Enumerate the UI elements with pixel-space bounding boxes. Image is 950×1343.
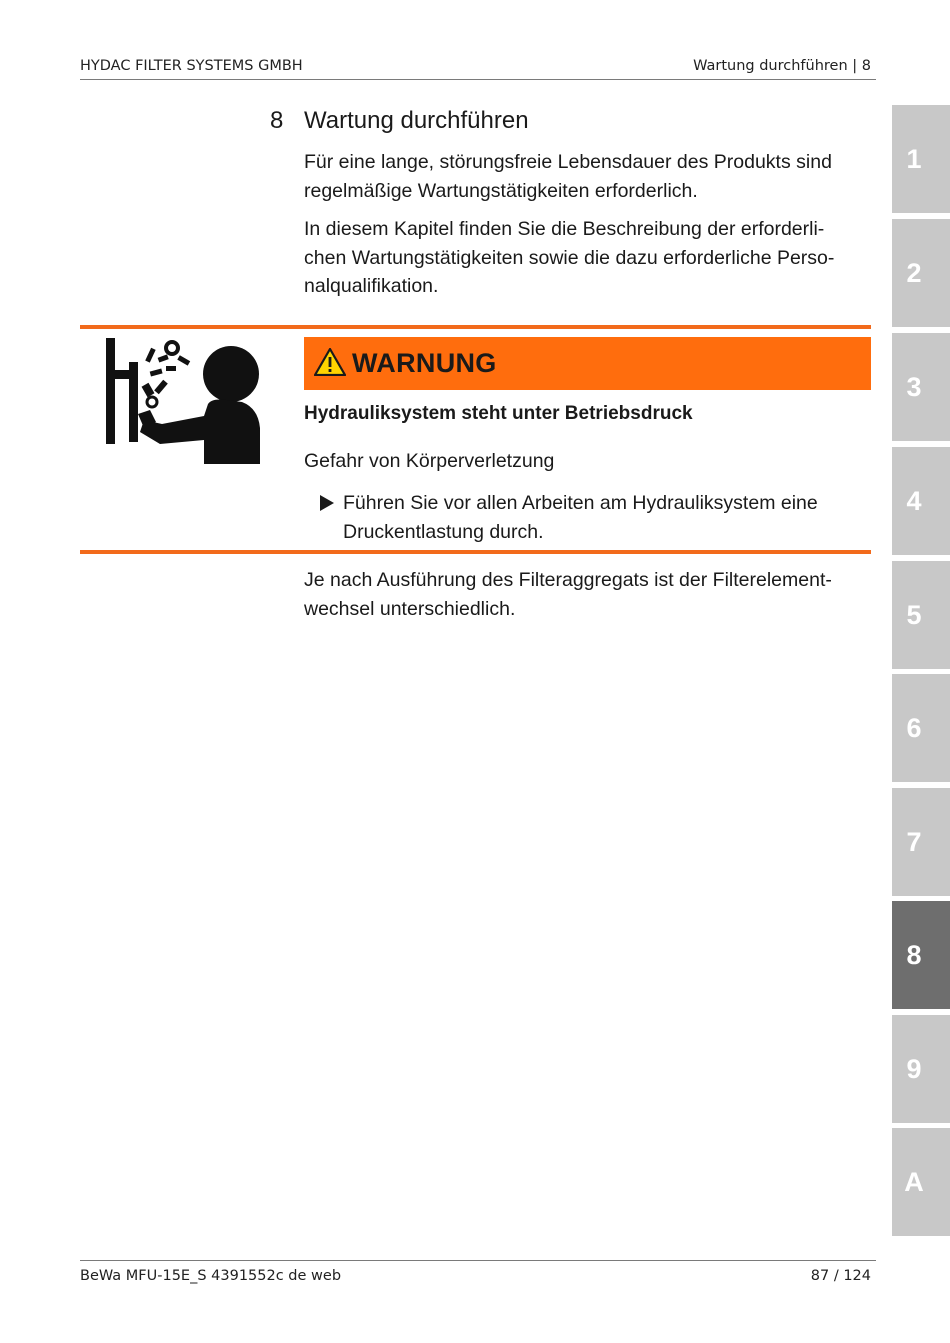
warning-bottom-rule <box>80 550 871 554</box>
intro-paragraph-1 <box>304 148 864 205</box>
chapter-tab-9[interactable]: 9 <box>892 1015 950 1123</box>
header-company: HYDAC FILTER SYSTEMS GMBH <box>80 58 303 74</box>
page-header <box>80 57 876 80</box>
chapter-tab-2[interactable]: 2 <box>892 219 950 327</box>
text-line: chen Wartungstätigkeiten sowie die dazu erforderliche Perso- <box>304 246 835 269</box>
chapter-tab-3[interactable]: 3 <box>892 333 950 441</box>
text-line: nalqualifikation. <box>304 275 439 297</box>
warning-consequence: Gefahr von Körperverletzung <box>304 450 555 472</box>
warning-triangle-icon <box>314 348 346 376</box>
text-line: In diesem Kapitel finden Sie die Beschreibung der erforderli- <box>304 218 825 240</box>
warning-hazard-title: Hydrauliksystem steht unter Betriebsdruck <box>304 403 693 424</box>
text-line: Führen Sie vor allen Arbeiten am Hydrauliksystem eine <box>343 492 818 514</box>
footer-document: BeWa MFU-15E_S 4391552c de web <box>80 1268 342 1284</box>
text-line: regelmäßige Wartungstätigkeiten erforderlich. <box>304 179 698 202</box>
header-section: Wartung durchführen | 8 <box>693 58 871 74</box>
chapter-tab-7[interactable]: 7 <box>892 788 950 896</box>
intro-paragraph-2 <box>304 215 864 301</box>
hydraulic-pressure-hazard-icon <box>100 336 262 468</box>
text-line: wechsel unterschiedlich. <box>304 597 516 620</box>
text-line: Druckentlastung durch. <box>343 520 544 543</box>
warning-banner <box>304 337 871 390</box>
warning-top-rule <box>80 325 871 329</box>
warning-action <box>343 489 863 546</box>
chapter-tab-6[interactable]: 6 <box>892 674 950 782</box>
chapter-tab-1[interactable]: 1 <box>892 105 950 213</box>
warning-signal-word: WARNUNG <box>352 348 497 378</box>
chapter-tab-5[interactable]: 5 <box>892 561 950 669</box>
step-arrow-icon <box>319 494 335 512</box>
after-warning-paragraph <box>304 566 864 623</box>
chapter-tab-4[interactable]: 4 <box>892 447 950 555</box>
footer-page-number: 87 / 124 <box>810 1268 871 1284</box>
text-line: Für eine lange, störungsfreie Lebensdauer des Produkts sind <box>304 151 832 173</box>
text-line: Je nach Ausführung des Filteraggregats ist der Filterelement- <box>304 569 832 591</box>
chapter-tab-8[interactable]: 8 <box>892 901 950 1009</box>
chapter-title: Wartung durchführen <box>304 107 529 134</box>
chapter-tab-a[interactable]: A <box>892 1128 950 1236</box>
page-footer <box>80 1260 876 1291</box>
chapter-number: 8 <box>270 107 284 134</box>
chapter-heading <box>270 107 529 135</box>
